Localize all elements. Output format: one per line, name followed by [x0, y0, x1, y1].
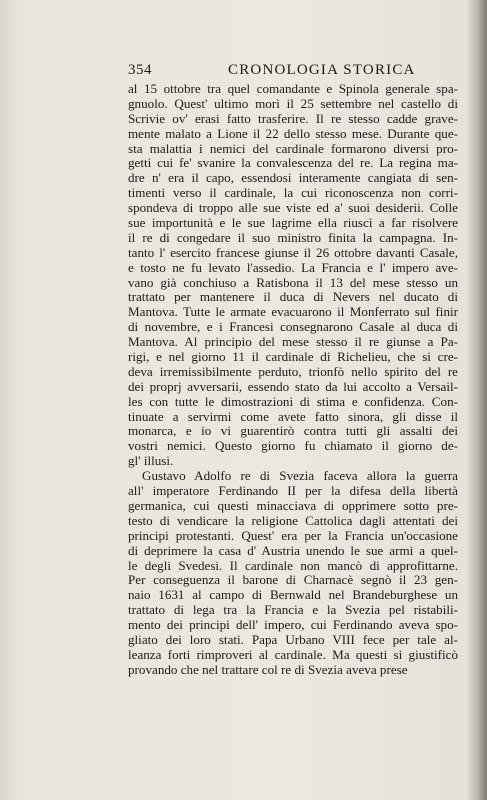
text-line: gliato dei loro stati. Papa Urbano VIII fece per tale al-	[128, 631, 458, 647]
text-line: getti cui fe' svanire la convalescenza del re. La regina ma-	[128, 155, 458, 171]
text-line: leanza forti rimproveri al cardinale. Ma questi si giustificò	[128, 646, 458, 662]
text-line: germanica, cui questi minacciava di opprimere sotto pre-	[128, 497, 458, 513]
page-edge-shadow	[466, 0, 487, 800]
text-line: sue importunità e le sue lagrime ella riuscì a far risolvere	[128, 215, 458, 231]
text-line: dre n' era il capo, essendosi interamente cangiata di sen-	[128, 170, 458, 186]
text-line: tinuate a servirmi come avete fatto sinora, gli disse il	[128, 408, 458, 424]
page-number: 354	[128, 62, 152, 78]
body-text	[128, 82, 458, 678]
text-line: les con tutte le dimostrazioni di stima e confidenza. Con-	[128, 393, 458, 409]
text-line: trattato di lega tra la Francia e la Svezia pel ristabili-	[128, 602, 458, 618]
text-line: e tosto ne fu levato l'assedio. La Francia e l' impero ave-	[128, 259, 458, 275]
text-line: vostri nemici. Questo giorno fu chiamato il giorno de-	[128, 438, 458, 454]
paragraph-start-line: Gustavo Adolfo re di Svezia faceva allora la guerra	[142, 468, 458, 484]
text-line: all' imperatore Ferdinando II per la difesa della libertà	[128, 483, 458, 499]
text-line: naio 1631 al campo di Bernwald nel Brandeburghese un	[128, 587, 458, 603]
text-line: rigi, e nel giorno 11 il cardinale di Richelieu, che si cre-	[128, 349, 458, 365]
text-line: il re di congedare il suo ministro finita la campagna. In-	[128, 229, 458, 245]
text-line: Mantova. Al principio del mese stesso il re giunse a Pa-	[128, 334, 458, 350]
text-line: Mantova. Tutte le armate evacuarono il Monferrato sul finir	[128, 304, 458, 320]
text-line: tanto l' esercito francese giunse il 26 ottobre davanti Casale,	[128, 244, 458, 260]
text-line: sta malattia i nemici del cardinale formarono diversi pro-	[128, 140, 458, 156]
text-line: dei proprj avversarii, essendo stato da lui accolto a Versail-	[128, 378, 458, 394]
text-line: timenti verso il cardinale, la cui riconoscenza non corri-	[128, 185, 458, 201]
page-header	[128, 62, 468, 82]
text-line: Scrivie ov' erasi fatto trasferire. Il re stesso cadde grave-	[128, 110, 458, 126]
running-head: CRONOLOGIA STORICA	[228, 62, 416, 78]
text-line: trattato per mantenere il duca di Nevers nel ducato di	[128, 289, 458, 305]
text-line: di deprimere la casa d' Austria unendo le sue armi a quel-	[128, 542, 458, 558]
text-line: testo di vendicare la religione Cattolica dagli attentati dei	[128, 512, 458, 528]
text-line: mento dei principi dell' impero, cui Ferdinando aveva spo-	[128, 617, 458, 633]
text-line: di novembre, e i Francesi consegnarono Casale al duca di	[128, 319, 458, 335]
text-line: al 15 ottobre tra quel comandante e Spinola generale spa-	[128, 81, 458, 96]
text-line: provando che nel trattare col re di Svezia aveva prese	[128, 661, 408, 677]
text-line: Per conseguenza il barone di Charnacè segnò il 23 gen-	[128, 572, 458, 588]
text-line: vano già conchiuso a Ratisbona il 13 del mese stesso un	[128, 274, 458, 290]
text-line: deva irremissibilmente perduto, trionfò nello spirito del re	[128, 363, 458, 379]
text-line: gnuolo. Quest' ultimo morì il 25 settembre nel castello di	[128, 95, 458, 111]
text-line: spondeva di troppo alle sue viste ed a' suoi desiderii. Colle	[128, 200, 458, 216]
text-line: gl' illusi.	[128, 453, 174, 469]
text-line: le degli Svedesi. Il cardinale non mancò di approfittarne.	[128, 557, 458, 573]
text-line: principi protestanti. Quest' era per la Francia un'occasione	[128, 527, 458, 543]
text-line: mente malato a Lione il 22 dello stesso mese. Durante que-	[128, 125, 458, 141]
text-line: monarca, e io vi guarentirò contra tutti gli assalti dei	[128, 423, 458, 439]
